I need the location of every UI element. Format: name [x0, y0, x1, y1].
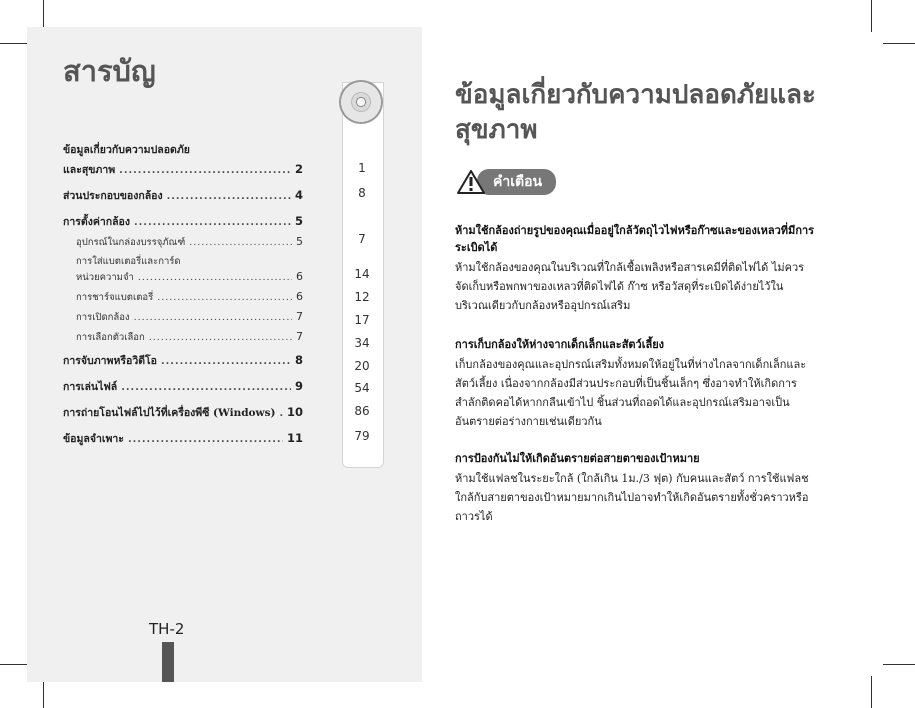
- side-index-number: 1: [358, 161, 366, 175]
- dot-leader: [138, 272, 292, 283]
- toc-entry-label: การเล่นไฟล์: [63, 381, 118, 393]
- safety-section-body: ห้ามใช้กล้องของคุณในบริเวณที่ใกล้เชื้อเพลิงหรือสารเคมีที่ติดไฟได้ ไม่ควรจัดเก็บหรือพกพาของเหลวที่ติดไฟได้ ก๊าซ หรือวัสดุที่ระเบิดได้ง่ายไว้ในบริเวณเดียวกับกล้องหรืออุปกรณ์เสริม: [455, 261, 805, 312]
- toc-subentry[interactable]: [76, 310, 303, 325]
- toc-entry-page: 7: [296, 330, 303, 343]
- toc-title: สารบัญ: [63, 54, 156, 88]
- toc-subentry[interactable]: [76, 330, 303, 345]
- toc-entry-label: ข้อมูลจำเพาะ: [63, 433, 124, 445]
- toc-entry-label: การชาร์จแบตเตอรี่: [76, 292, 154, 303]
- toc-entry[interactable]: [63, 352, 303, 369]
- safety-section: [455, 336, 815, 431]
- safety-section-heading: ห้ามใช้กล้องถ่ายรูปของคุณเมื่ออยู่ใกล้วัตถุไวไฟหรือก๊าซและของเหลวที่มีการระเบิดได้: [455, 224, 815, 254]
- side-index-number: 20: [354, 359, 370, 373]
- toc-entry-label: และสุขภาพ: [63, 164, 116, 176]
- toc-subentry[interactable]: [76, 270, 303, 285]
- toc-entry-page: 4: [294, 188, 303, 202]
- toc-entry[interactable]: [63, 430, 303, 447]
- side-index-number: 8: [358, 186, 366, 200]
- side-index-number: 34: [354, 336, 370, 350]
- toc-subentry[interactable]: [76, 235, 303, 250]
- page-edge-tab: [162, 642, 174, 682]
- section-title: ข้อมูลเกี่ยวกับความปลอดภัยและสุขภาพ: [455, 80, 816, 145]
- dot-leader: [161, 355, 291, 367]
- toc-entry-label: ส่วนประกอบของกล้อง: [63, 190, 163, 202]
- dot-leader: [149, 332, 292, 343]
- toc-entry-label: การใส่แบตเตอรี่และการ์ด: [76, 256, 181, 267]
- warning-icon: [457, 170, 485, 194]
- toc-entry-page: 10: [286, 405, 303, 419]
- dot-leader: [128, 433, 283, 445]
- toc-entry-page: 5: [294, 214, 303, 228]
- side-index-number: 7: [358, 232, 366, 246]
- toc-entry[interactable]: [63, 161, 303, 178]
- page-number: TH-2: [149, 620, 185, 638]
- side-index-number: 54: [354, 381, 370, 395]
- toc-entry-label: อุปกรณ์ในกล่องบรรจุภัณฑ์: [76, 237, 186, 248]
- toc-entry-page: 5: [296, 235, 303, 248]
- toc-entry-page: 9: [294, 379, 303, 393]
- dot-leader: [167, 190, 291, 202]
- side-index-number: 14: [354, 267, 370, 281]
- toc-entry-page: 2: [294, 162, 303, 176]
- dot-leader: [134, 216, 291, 228]
- side-index-number: 86: [354, 404, 370, 418]
- crop-mark: [871, 0, 872, 32]
- toc-entry-label: การเลือกตัวเลือก: [76, 332, 145, 343]
- toc-entry-page: 6: [296, 270, 303, 283]
- safety-section-body: ห้ามใช้แฟลชในระยะใกล้ (ใกล้เกิน 1ม./3 ฟุต) กับคนและสัตว์ การใช้แฟลชใกล้กับสายตาของเป้าหมายมากเกินไปอาจทำให้เกิดอันตรายทั้งชั่วคราวหรือถาวรได้: [455, 472, 809, 523]
- toc-entry[interactable]: [63, 213, 303, 230]
- crop-mark: [871, 676, 872, 708]
- toc-subentry[interactable]: [76, 254, 303, 269]
- warning-label: คำเตือน: [477, 169, 556, 195]
- toc-entry-label: การตั้งค่ากล้อง: [63, 216, 130, 228]
- toc-entry[interactable]: [63, 378, 303, 395]
- safety-section: [455, 222, 815, 315]
- toc-entry-page: 11: [286, 431, 303, 445]
- disc-icon: [339, 80, 383, 124]
- safety-section-body: เก็บกล้องของคุณและอุปกรณ์เสริมทั้งหมดให้อยู่ในที่ห่างไกลจากเด็กเล็กและสัตว์เลี้ยง เนื่องจากกล้องมีส่วนประกอบที่เป็นชิ้นเล็กๆ ซึ่งอาจทำให้เกิดการสำลักติดคอได้หากกลืนเข้าไป ชิ้นส่วนที่ถอดได้และอุปกรณ์เสริมอาจเป็นอันตรายต่อร่างกายเช่นเดียวกัน: [455, 358, 807, 428]
- dot-leader: [121, 381, 291, 393]
- safety-section-heading: การป้องกันไม่ให้เกิดอันตรายต่อสายตาของเป้าหมาย: [455, 452, 700, 465]
- toc-entry-page: 6: [296, 290, 303, 303]
- dot-leader: [157, 292, 292, 303]
- toc-entry-label: การจับภาพหรือวิดีโอ: [63, 355, 157, 367]
- toc-entry-label: หน่วยความจำ: [76, 272, 134, 283]
- toc-entry-label: การถ่ายโอนไฟล์ไปไว้ที่เครื่องพีซี (Windows): [63, 407, 276, 419]
- toc-entry[interactable]: [63, 141, 303, 158]
- toc-entry[interactable]: [63, 404, 303, 421]
- toc-subentry[interactable]: [76, 290, 303, 305]
- warning-badge: [457, 171, 556, 193]
- crop-mark: [883, 664, 915, 665]
- dot-leader: [189, 237, 292, 248]
- toc-entry-page: 8: [294, 353, 303, 367]
- safety-section: [455, 450, 815, 526]
- side-index-number: 17: [354, 313, 370, 327]
- dot-leader: [279, 407, 283, 419]
- safety-section-heading: การเก็บกล้องให้ห่างจากเด็กเล็กและสัตว์เลี้ยง: [455, 338, 665, 351]
- side-index-number: 12: [354, 290, 370, 304]
- dot-leader: [134, 312, 292, 323]
- toc-entry-label: ข้อมูลเกี่ยวกับความปลอดภัย: [63, 144, 190, 156]
- toc-entry-page: 7: [296, 310, 303, 323]
- dot-leader: [119, 164, 291, 176]
- crop-mark: [883, 43, 915, 44]
- toc-entry[interactable]: [63, 187, 303, 204]
- side-index-number: 79: [354, 429, 370, 443]
- toc-entry-label: การเปิดกล้อง: [76, 312, 130, 323]
